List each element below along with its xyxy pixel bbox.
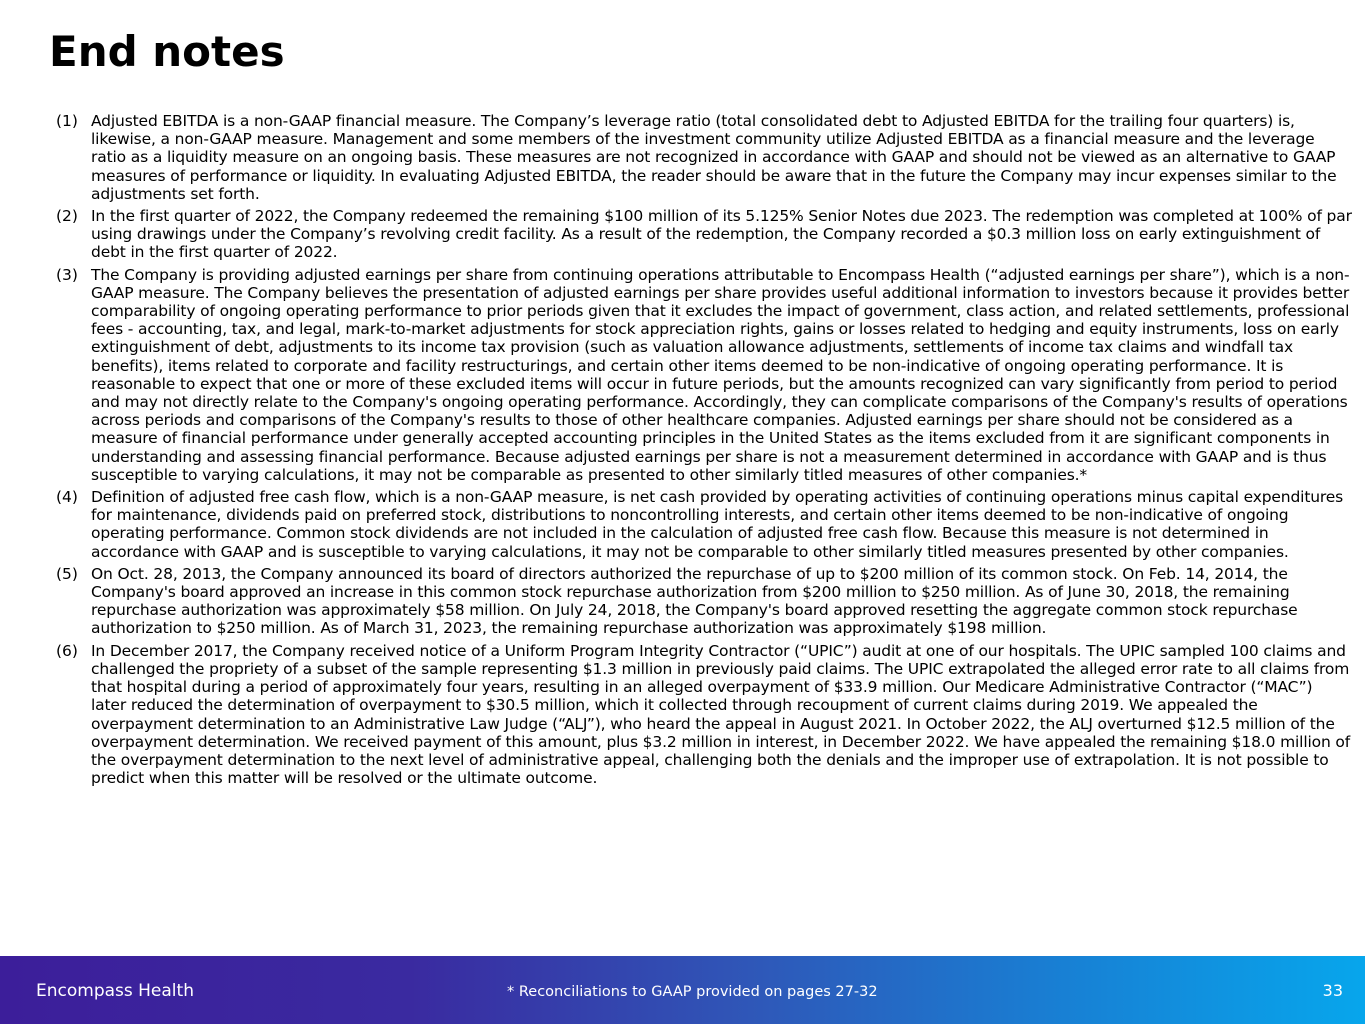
end-note-text: Adjusted EBITDA is a non-GAAP financial measure. The Company’s leverage ratio (total consolidated debt to Adjusted EBITDA for the trailing four quarters) is, likewise, a non-GAAP measure. Management and some members of the investment community utilize Adjusted EBITDA as a financial measure and the leverage ratio as a liquidity measure on an ongoing basis. These measures are not recognized in accordance with GAAP and should not be viewed as an alternative to GAAP measures of performance or liquidity. In evaluating Adjusted EBITDA, the reader should be aware that in the future the Company may incur expenses similar to the adjustments set forth.	[91, 112, 1337, 203]
end-note-text: In the first quarter of 2022, the Company redeemed the remaining $100 million of its 5.125% Senior Notes due 2023. The redemption was completed at 100% of par using drawings under the Company’s revolving credit facility. As a result of the redemption, the Company recorded a $0.3 million loss on early extinguishment of debt in the first quarter of 2022.	[91, 207, 1352, 262]
reconciliation-note: * Reconciliations to GAAP provided on pages 27-32	[507, 984, 878, 1000]
end-note-2	[56, 207, 1352, 262]
end-note-text: In December 2017, the Company received notice of a Uniform Program Integrity Contractor (“UPIC”) audit at one of our hospitals. The UPIC sampled 100 claims and challenged the propriety of a subset of the sample representing $1.3 million in previously paid claims. The UPIC extrapolated the alleged error rate to all claims from that hospital during a period of approximately four years, resulting in an alleged overpayment of $33.9 million. Our Medicare Administrative Contractor (“MAC”) later reduced the determination of overpayment to $30.5 million, which it collected through recoupment of current claims during 2019. We appealed the overpayment determination to an Administrative Law Judge (“ALJ”), who heard the appeal in August 2021. In October 2022, the ALJ overturned $12.5 million of the overpayment determination. We received payment of this amount, plus $3.2 million in interest, in December 2022. We have appealed the remaining $18.0 million of the overpayment determination to the next level of administrative appeal, challenging both the denials and the improper use of extrapolation. It is not possible to predict when this matter will be resolved or the ultimate outcome.	[91, 641, 1351, 788]
brand-name: Encompass Health	[36, 981, 194, 1001]
end-note-number: (6)	[56, 641, 78, 660]
end-note-text: Definition of adjusted free cash flow, which is a non-GAAP measure, is net cash provided by operating activities of continuing operations minus capital expenditures for maintenance, dividends paid on preferred stock, distributions to noncontrolling interests, and certain other items deemed to be non-indicative of ongoing operating performance. Common stock dividends are not included in the calculation of adjusted free cash flow. Because this measure is not determined in accordance with GAAP and is susceptible to varying calculations, it may not be comparable to other similarly titled measures presented by other companies.	[91, 488, 1344, 561]
footer-bar	[0, 956, 1365, 1024]
end-note-5	[56, 565, 1352, 638]
end-note-text: The Company is providing adjusted earnings per share from continuing operations attributable to Encompass Health (“adjusted earnings per share”), which is a non-GAAP measure. The Company believes the presentation of adjusted earnings per share provides useful additional information to investors because it provides better comparability of ongoing operating performance to prior periods given that it excludes the impact of government, class action, and related settlements, professional fees - accounting, tax, and legal, mark-to-market adjustments for stock appreciation rights, gains or losses related to hedging and equity instruments, loss on early extinguishment of debt, adjustments to its income tax provision (such as valuation allowance adjustments, settlements of income tax claims and windfall tax benefits), items related to corporate and facility restructurings, and certain other items deemed to be non-indicative of ongoing operating performance. It is reasonable to expect that one or more of these excluded items will occur in future periods, but the amounts recognized can vary significantly from period to period and may not directly relate to the Company's ongoing operating performance. Accordingly, they can complicate comparisons of the Company's results of operations across periods and comparisons of the Company's results to those of other healthcare companies. Adjusted earnings per share should not be considered as a measure of financial performance under generally accepted accounting principles in the United States as the items excluded from it are significant components in understanding and assessing financial performance. Because adjusted earnings per share is not a measurement determined in accordance with GAAP and is thus susceptible to varying calculations, it may not be comparable as presented to other similarly titled measures of other companies.*	[91, 265, 1350, 484]
end-note-number: (2)	[56, 207, 78, 226]
end-note-number: (1)	[56, 112, 78, 130]
page-title: End notes	[49, 27, 285, 76]
end-note-4	[56, 488, 1352, 561]
end-note-1	[56, 112, 1352, 203]
end-notes-list	[56, 112, 1352, 791]
end-note-text: On Oct. 28, 2013, the Company announced its board of directors authorized the repurchase of up to $200 million of its common stock. On Feb. 14, 2014, the Company's board approved an increase in this common stock repurchase authorization from $200 million to $250 million. As of June 30, 2018, the remaining repurchase authorization was approximately $58 million. On July 24, 2018, the Company's board approved resetting the aggregate common stock repurchase authorization to $250 million. As of March 31, 2023, the remaining repurchase authorization was approximately $198 million.	[91, 564, 1298, 638]
end-note-6	[56, 642, 1352, 788]
end-note-3	[56, 266, 1352, 484]
end-note-number: (4)	[56, 488, 78, 507]
end-note-number: (3)	[56, 265, 78, 284]
page-number: 33	[1322, 981, 1343, 1000]
end-note-number: (5)	[56, 564, 78, 583]
